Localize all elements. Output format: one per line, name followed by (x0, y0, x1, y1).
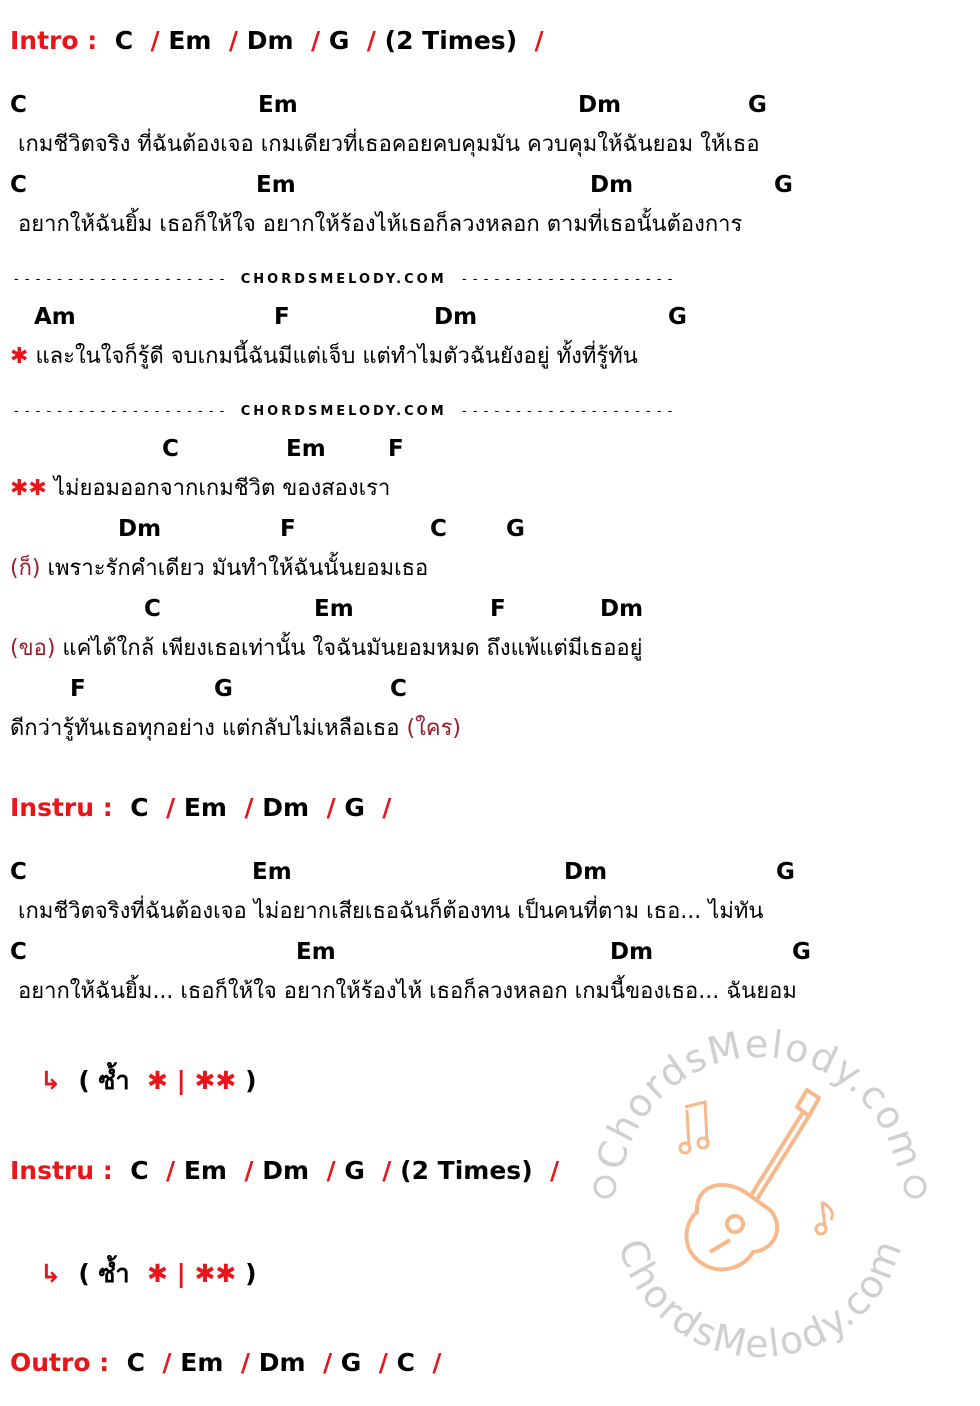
repeat-count: (2 Times) (384, 26, 518, 55)
instru1-line: Instru : C / Em / Dm / G / (10, 793, 392, 822)
chord: G (344, 1156, 365, 1185)
lyric-line: เกมชีวิตจริงที่ฉันต้องเจอ ไม่อยากเสียเธอฉันก็ต้องทน เป็นคนที่ตาม เธอ... ไม่ทัน (18, 899, 764, 924)
chord: G (214, 676, 233, 702)
separator: - - - - - - - - - - - - - - - - - - - - CHORDSMELODY.COM - - - - - - - - - - - - - - - - - - - - (14, 404, 674, 419)
instru-label: Instru : (10, 1156, 113, 1185)
chord: F (490, 596, 506, 622)
chord: Dm (262, 793, 310, 822)
separator: - - - - - - - - - - - - - - - - - - - - CHORDSMELODY.COM - - - - - - - - - - - - - - - - - - - - (14, 272, 674, 287)
chord: C (126, 1348, 145, 1377)
music-note-icon (680, 1102, 708, 1153)
chord: Dm (118, 516, 162, 542)
chord: C (10, 859, 27, 885)
chord: Em (286, 436, 326, 462)
chord: Dm (258, 1348, 306, 1377)
section-mark: ✱ (10, 344, 29, 369)
lyric-line: เกมชีวิตจริง ที่ฉันต้องเจอ เกมเดียวที่เธอคอยคบคุมมัน ควบคุมให้ฉันยอม ให้เธอ (18, 132, 760, 157)
chord: C (130, 1156, 149, 1185)
chord: Am (34, 304, 76, 330)
chord: C (114, 26, 134, 55)
chord: Em (168, 26, 212, 55)
chord: Em (180, 1348, 224, 1377)
repeat-mark: ✱✱ (194, 1066, 237, 1095)
chord: G (506, 516, 525, 542)
chord: F (274, 304, 290, 330)
watermark-text-bottom: ChordsMelody.com (609, 1232, 911, 1367)
chord: Em (252, 859, 292, 885)
site-name: CHORDSMELODY.COM (240, 404, 447, 419)
chord: Em (256, 172, 296, 198)
ornament-icon (595, 1177, 615, 1197)
chord: Em (314, 596, 354, 622)
instru2-line: Instru : C / Em / Dm / G / (2 Times) / (10, 1156, 560, 1185)
chord: G (668, 304, 687, 330)
lyric-text: ดีกว่ารู้ทันเธอทุกอย่าง แต่กลับไม่เหลือเธอ (10, 716, 400, 741)
arrow-icon: ↳ (40, 1066, 61, 1095)
chord: C (390, 676, 407, 702)
chord: Em (296, 939, 336, 965)
chord: Dm (578, 92, 622, 118)
chord: Em (183, 793, 227, 822)
lyric-text: แค่ได้ใกล้ เพียงเธอเท่านั้น ใจฉันมันยอมหมด ถึงแพ้แต่มีเธออยู่ (62, 636, 643, 661)
lyric-line: อยากให้ฉันยิ้ม เธอก็ให้ใจ อยากให้ร้องไห้เธอก็ลวงหลอก ตามที่เธอนั้นต้องการ (18, 212, 743, 237)
chord: Dm (600, 596, 644, 622)
chord: C (396, 1348, 415, 1377)
chord: Dm (434, 304, 478, 330)
chord: Em (183, 1156, 227, 1185)
lyric-line (10, 710, 461, 745)
arrow-icon: ↳ (40, 1259, 61, 1288)
intro-label: Intro : (10, 26, 98, 55)
intro-line: Intro : C / Em / Dm / G / (2 Times) / (10, 26, 544, 55)
chord: C (10, 172, 27, 198)
chord: Dm (262, 1156, 310, 1185)
music-note-icon (816, 1202, 832, 1234)
repeat-divider: | (176, 1259, 186, 1288)
chord: Dm (610, 939, 654, 965)
chord: C (144, 596, 161, 622)
site-name: CHORDSMELODY.COM (240, 272, 447, 287)
lyric-line (10, 470, 390, 505)
outro-line: Outro : C / Em / Dm / G / C / (10, 1348, 442, 1377)
lyric-line: อยากให้ฉันยิ้ม... เธอก็ให้ใจ อยากให้ร้องไห้ เธอก็ลวงหลอก เกมนี้ของเธอ... ฉันยอม (18, 979, 797, 1004)
lyric-line (10, 630, 643, 665)
chord: G (792, 939, 811, 965)
repeat-open: ( ซ้ำ (78, 1066, 130, 1095)
lyric-text: ไม่ยอมออกจากเกมชีวิต ของสองเรา (53, 476, 391, 501)
repeat-mark: ✱✱ (194, 1259, 237, 1288)
lyric-text: และในใจก็รู้ดี จบเกมนี้ฉันมีแต่เจ็บ แต่ทำไมตัวฉันยังอยู่ ทั้งที่รู้ทัน (35, 344, 638, 369)
repeat-close: ) (245, 1259, 257, 1288)
chord: G (774, 172, 793, 198)
chord: C (10, 939, 27, 965)
chord: Em (258, 92, 298, 118)
instru-label: Instru : (10, 793, 113, 822)
repeat-open: ( ซ้ำ (78, 1259, 130, 1288)
chord: F (388, 436, 404, 462)
chord: Dm (246, 26, 294, 55)
lyric-prefix: (ก็) (10, 556, 41, 581)
repeat-instruction (40, 1254, 257, 1294)
lyric-text: เพราะรักคำเดียว มันทำให้ฉันนั้นยอมเธอ (47, 556, 429, 581)
chord: Dm (564, 859, 608, 885)
chord: G (340, 1348, 362, 1377)
repeat-mark: ✱ (146, 1066, 168, 1095)
repeat-close: ) (245, 1066, 257, 1095)
repeat-instruction (40, 1061, 257, 1101)
repeat-count: (2 Times) (400, 1156, 533, 1185)
chord: C (130, 793, 149, 822)
chord: Dm (590, 172, 634, 198)
chord: G (776, 859, 795, 885)
outro-label: Outro : (10, 1348, 110, 1377)
chord: G (344, 793, 365, 822)
lyric-prefix: (ขอ) (10, 636, 56, 661)
repeat-divider: | (176, 1066, 186, 1095)
watermark-text-top: ChordsMelody.com (587, 1021, 933, 1175)
section-mark: ✱✱ (10, 476, 47, 501)
chord: G (328, 26, 350, 55)
chord: F (70, 676, 86, 702)
ornament-icon (905, 1177, 925, 1197)
chord: C (162, 436, 179, 462)
watermark-logo (585, 1012, 935, 1382)
lyric-suffix: (ใคร) (406, 716, 461, 741)
chord: F (280, 516, 296, 542)
chord: C (10, 92, 27, 118)
lyric-line (10, 338, 638, 373)
chord: G (748, 92, 767, 118)
repeat-mark: ✱ (146, 1259, 168, 1288)
lyric-line (10, 550, 428, 585)
chord: C (430, 516, 447, 542)
